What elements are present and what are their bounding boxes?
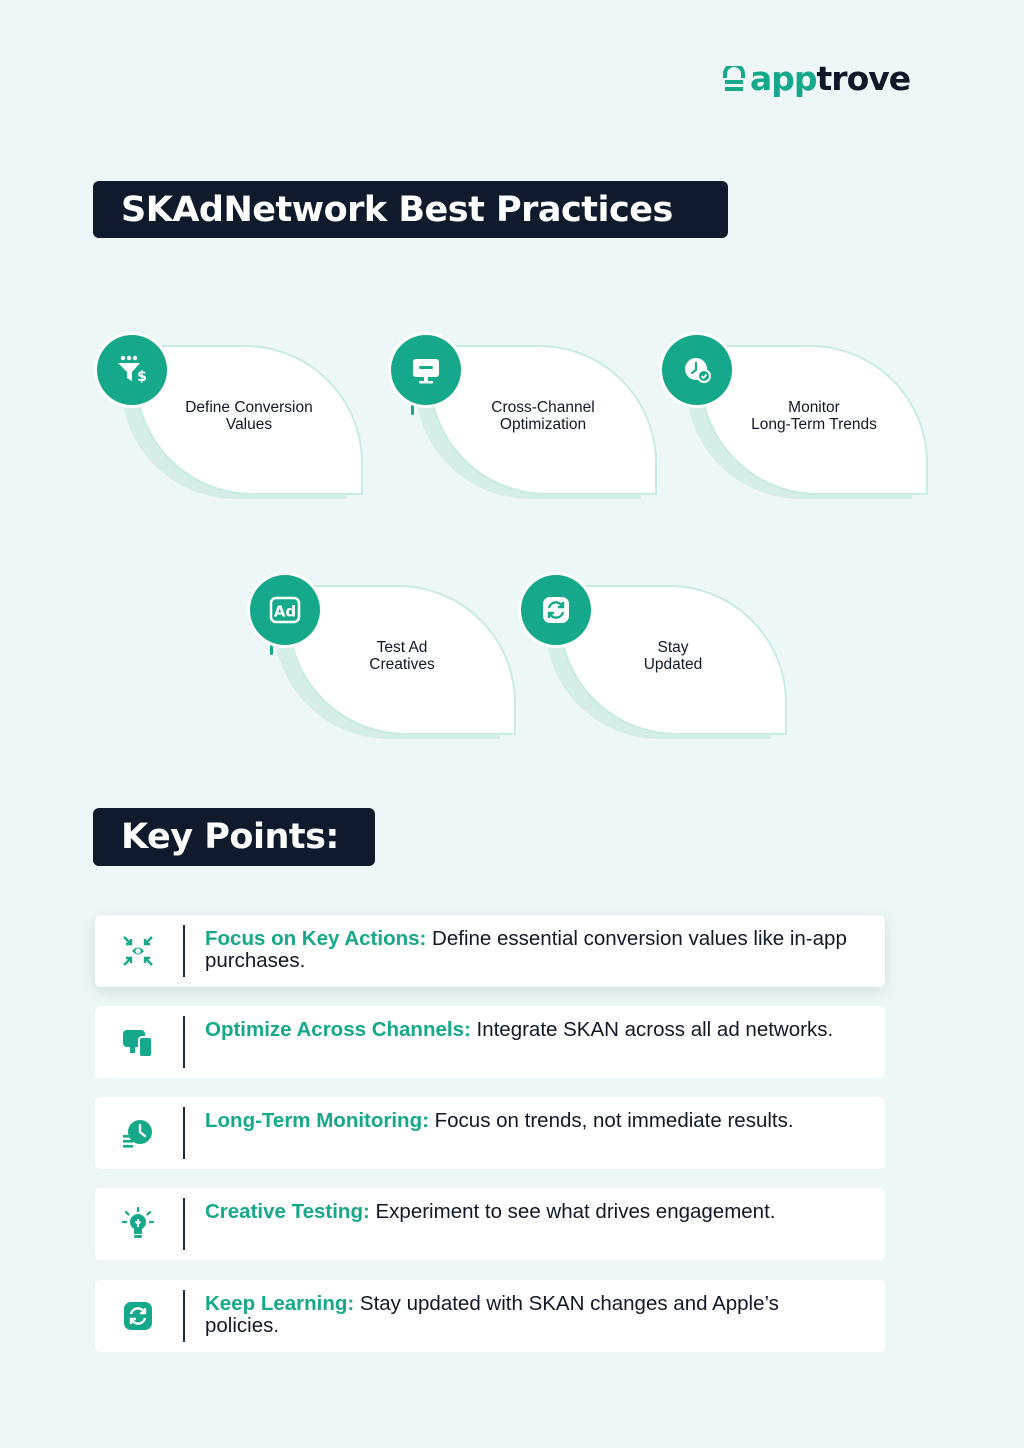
- practice-card-define-conversion: [97, 335, 367, 511]
- practice-card-label: Monitor Long-Term Trends: [751, 399, 877, 433]
- key-point-title: Creative Testing:: [205, 1200, 370, 1223]
- practice-card-monitor-trends: [662, 335, 932, 511]
- practice-card-stay-updated: [521, 575, 791, 751]
- apptrove-logo: [722, 59, 911, 98]
- svg-text:Ad: Ad: [273, 602, 297, 621]
- key-points-title: Key Points:: [93, 808, 375, 866]
- key-point-item: [95, 1188, 885, 1260]
- key-point-title: Keep Learning:: [205, 1292, 355, 1315]
- practice-card-label: Test Ad Creatives: [369, 639, 435, 673]
- monitor-icon: [391, 335, 461, 405]
- best-practices-title: SKAdNetwork Best Practices: [93, 181, 728, 238]
- key-point-title: Long-Term Monitoring:: [205, 1109, 429, 1132]
- key-point-text: Optimize Across Channels: Integrate SKAN across all ad networks.: [205, 1018, 834, 1041]
- key-point-text: Keep Learning: Stay updated with SKAN changes and Apple’s policies.: [205, 1292, 779, 1337]
- key-point-text: Long-Term Monitoring: Focus on trends, not immediate results.: [205, 1109, 794, 1132]
- practice-card-test-ad: [250, 575, 520, 751]
- focus-eye-icon: [121, 934, 155, 968]
- key-point-text: Creative Testing: Experiment to see what drives engagement.: [205, 1200, 776, 1223]
- key-point-title: Focus on Key Actions:: [205, 927, 427, 950]
- lightbulb-icon: [121, 1207, 155, 1241]
- refresh-icon: [521, 575, 591, 645]
- funnel-dollar-icon: [97, 335, 167, 405]
- logo-text: apptrove: [750, 59, 911, 98]
- practice-card-label: Define Conversion Values: [185, 399, 313, 433]
- apptrove-logo-mark-icon: [722, 66, 746, 92]
- key-point-item: [95, 1006, 885, 1078]
- clock-check-icon: [662, 335, 732, 405]
- practice-card-label: Stay Updated: [643, 639, 703, 673]
- key-point-title: Optimize Across Channels:: [205, 1018, 471, 1041]
- key-point-item: [95, 1280, 885, 1352]
- key-point-text: Focus on Key Actions: Define essential conversion values like in-app purchases.: [205, 927, 847, 972]
- key-point-item: [95, 915, 885, 987]
- refresh-icon: [121, 1299, 155, 1333]
- devices-icon: [121, 1025, 155, 1059]
- svg-text:$: $: [137, 369, 147, 385]
- clock-list-icon: [121, 1116, 155, 1150]
- practice-card-label: Cross-Channel Optimization: [491, 399, 595, 433]
- ad-icon: [250, 575, 320, 645]
- key-point-item: [95, 1097, 885, 1169]
- practice-card-cross-channel: [391, 335, 661, 511]
